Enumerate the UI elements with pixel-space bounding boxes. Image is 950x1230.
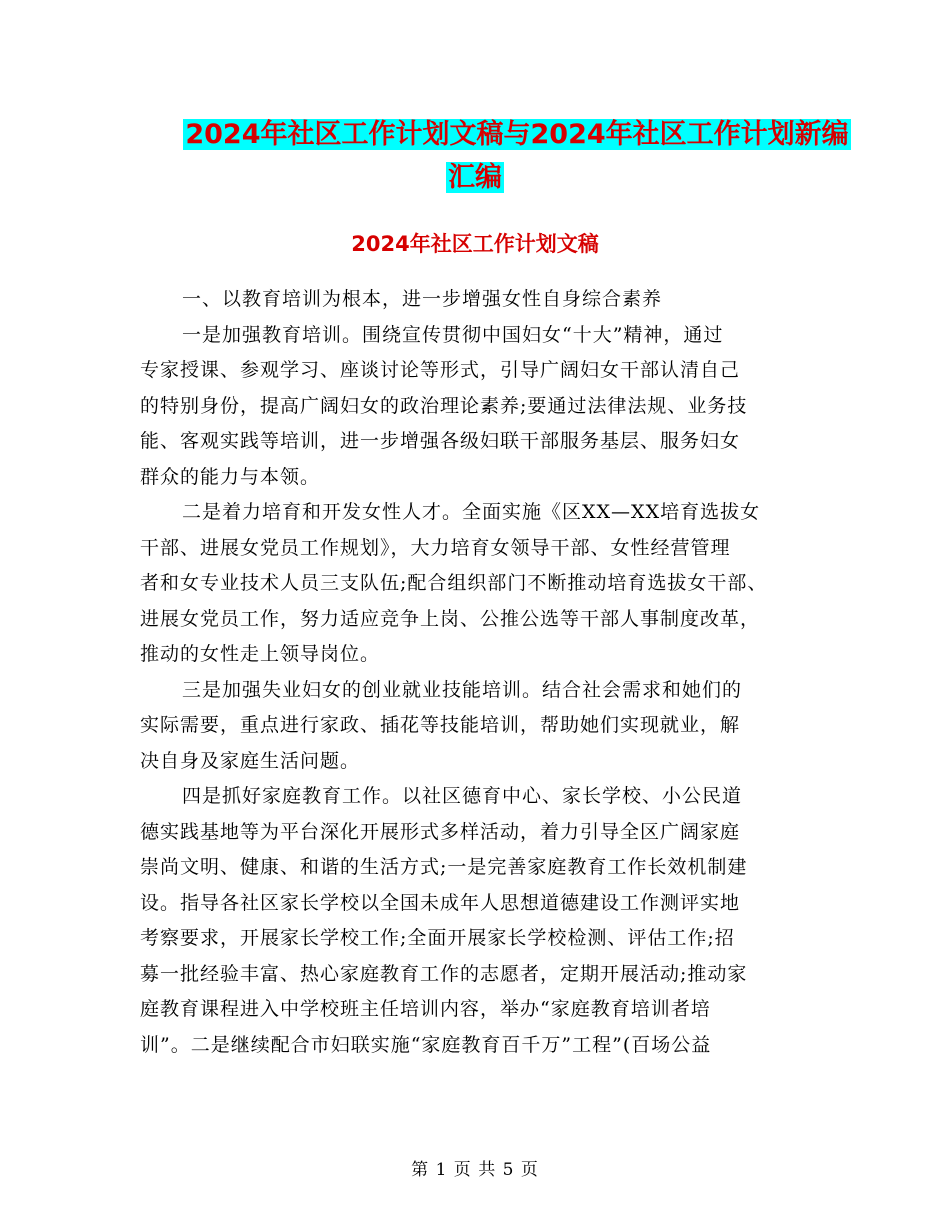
- body-line: 群众的能力与本领。: [140, 465, 321, 488]
- body-line: 推动的女性走上领导岗位。: [140, 643, 381, 665]
- body-line: 崇尚文明、健康、和谐的生活方式;一是完善家庭教育工作长效机制建: [140, 856, 748, 878]
- document-title-text-1: 2024年社区工作计划文稿与2024年社区工作计划新编: [185, 119, 849, 150]
- body-line: 的特别身份，提高广阔妇女的政治理论素养;要通过法律法规、业务技: [140, 394, 748, 417]
- body-line: 德实践基地等为平台深化开展形式多样活动，着力引导全区广阔家庭: [140, 820, 741, 843]
- body-line: 庭教育课程进入中学校班主任培训内容，举办“家庭教育培训者培: [140, 998, 711, 1020]
- document-body: [140, 282, 820, 1063]
- body-line: 四是抓好家庭教育工作。以社区德育中心、家长学校、小公民道: [182, 785, 743, 807]
- body-line: 专家授课、参观学习、座谈讨论等形式，引导广阔妇女干部认清自己: [140, 359, 741, 381]
- body-line: 二是着力培育和开发女性人才。全面实施《区XX—XX培育选拔女: [182, 501, 761, 523]
- document-title-text-2: 汇编: [448, 162, 502, 193]
- body-line: 一、以教育培训为根本，进一步增强女性自身综合素养: [182, 288, 663, 310]
- body-line: 实际需要，重点进行家政、插花等技能培训，帮助她们实现就业，解: [140, 714, 741, 736]
- document-title-line-1: [42, 112, 950, 151]
- body-line: 能、客观实践等培训，进一步增强各级妇联干部服务基层、服务妇女: [140, 430, 741, 452]
- body-line: 设。指导各社区家长学校以全国未成年人思想道德建设工作测评实地: [140, 891, 741, 914]
- page-footer: 第 1 页 共 5 页: [411, 1160, 539, 1180]
- body-line: 进展女党员工作，努力适应竞争上岗、公推公选等干部人事制度改革，: [140, 607, 761, 630]
- body-line: 三是加强失业妇女的创业就业技能培训。结合社会需求和她们的: [182, 678, 743, 701]
- body-line: 干部、进展女党员工作规划》，大力培育女领导干部、女性经营管理: [140, 536, 731, 559]
- body-line: 募一批经验丰富、热心家庭教育工作的志愿者，定期开展活动;推动家: [140, 962, 748, 985]
- section-title: 2024年社区工作计划文稿: [351, 232, 599, 256]
- document-title-line-2: [0, 155, 950, 194]
- body-line: 训”。二是继续配合市妇联实施“家庭教育百千万”工程”(百场公益: [140, 1033, 712, 1056]
- body-line: 决自身及家庭生活问题。: [140, 749, 361, 772]
- body-line: 考察要求，开展家长学校工作;全面开展家长学校检测、评估工作;招: [140, 927, 735, 949]
- body-line: 一是加强教育培训。围绕宣传贯彻中国妇女“十大”精神，通过: [182, 323, 724, 346]
- body-line: 者和女专业技术人员三支队伍;配合组织部门不断推动培育选拔女干部、: [140, 572, 768, 594]
